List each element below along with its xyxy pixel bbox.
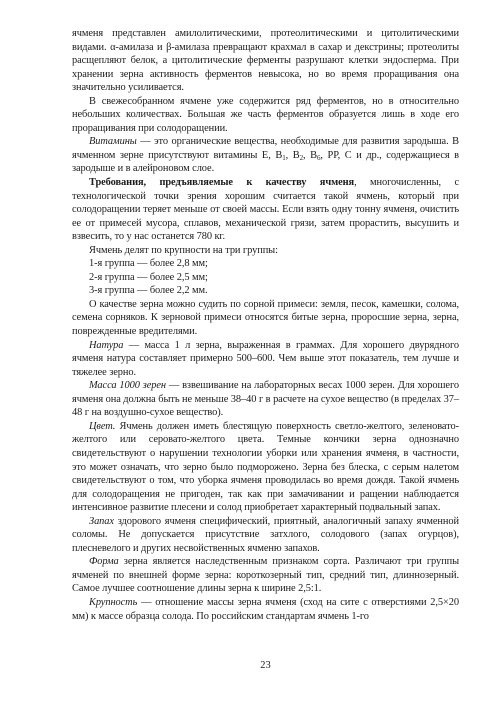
paragraph-color: [72, 420, 459, 515]
quality-requirements-text: , многочисленны, с технологической точки зрения хорошим считается такой ячмень, который при солодоращении теряет меньше от своей массы. Если взять одну тонну ячменя, очистить ее от примесей мусора, сплавов, механической грязи, затем прорастить, высушить и взвесить, то у нас останется 780 кг.: [72, 177, 459, 243]
size-group-item: 3-я группа — более 2,2 мм.: [89, 285, 208, 297]
vitamins-text-d: , РР, С и др., содержащиеся в зародыше и в алейроновом слое.: [72, 149, 460, 175]
term-smell: Запах: [89, 515, 114, 527]
paragraph-quality-requirements: [72, 176, 459, 244]
term-quality-requirements: Требования, предъявляемые к качеству ячменя: [89, 177, 355, 189]
paragraph-impurities: О качестве зерна можно судить по сорной примеси: земля, песок, камешки, солома, семена сорняков. К зерновой примеси относятся битые зерна, проросшие зерна, зерна, поврежденные вредителями.: [72, 298, 459, 338]
mass-1000-text: — взвешивание на лабораторных весах 1000 зерен. Для хорошего ячменя она должна быть не меньше 38–40 г в расчете на сухое вещество (в пределах 37–48 г на воздушно-сухое вещество).: [72, 380, 459, 419]
paragraph-natura: [72, 339, 459, 380]
paragraph-vitamins: [72, 135, 459, 176]
term-vitamins: Витамины: [89, 136, 137, 148]
vitamin-subscript-6: 6: [317, 153, 321, 162]
size-text: — отношение массы зерна ячменя (сход на сите с отверстиями 2,5×20 мм) к массе образца солода. По российским стандартам ячмень 1-го: [72, 596, 459, 622]
vitamin-subscript-1: 1: [282, 153, 286, 162]
page-number: 23: [260, 660, 271, 671]
term-natura: Натура: [89, 339, 124, 351]
natura-text: — масса 1 л зерна, выраженная в граммах. Для хорошего двурядного ячменя натура составляет примерно 500–600. Чем выше этот показатель, тем лучше и тяжелее зерно.: [72, 339, 459, 378]
vitamins-text-a: — это органические вещества, необходимые для развития зародыша. В ячменном зерне присутствуют витамины Е, В: [72, 136, 459, 161]
size-group-item: 2-я группа — более 2,5 мм;: [89, 271, 208, 283]
vitamin-subscript-2: 2: [299, 153, 304, 162]
page-body: [72, 27, 459, 623]
smell-text: здорового ячменя специфический, приятный, аналогичный запаху ячменной соломы. Не допускается присутствие затхлого, солодового (запах огурцов), плесневелого и других несвойственных ячменю запахов.: [72, 515, 459, 554]
vitamins-text-c: , В: [303, 149, 317, 161]
term-color: Цвет.: [89, 420, 116, 432]
vitamins-text-b: , В: [285, 149, 300, 161]
paragraph-mass-1000: [72, 379, 459, 420]
paragraph-size: [72, 596, 459, 623]
paragraph-fresh-barley: В свежесобранном ячмене уже содержится ряд ферментов, но в относительно небольших количествах. Большая же часть ферментов образуется лишь в ходе его проращивания при солодоращении.: [72, 95, 459, 134]
paragraph-smell: [72, 515, 459, 556]
term-shape: Форма: [89, 556, 119, 568]
term-mass-1000: Масса 1000 зерен: [89, 380, 166, 392]
term-size: Крупность: [89, 596, 138, 608]
paragraph-size-groups-intro: Ячмень делят по крупности на три группы:: [89, 244, 278, 256]
paragraph-shape: [72, 555, 459, 596]
color-text: Ячмень должен иметь блестящую поверхность светло-желтого, зеленовато-желтого или серовато-желтого цвета. Темные кончики зерна однозначно свидетельствуют о нарушении технологии уборки или хранения ячменя, в частности, это может означать, что зерно было подморожено. Зерна без блеска, с серым налетом свидетельствуют о том, что уборка ячменя проводилась во время дождя. Такой ячмень для солодоращения не пригоден, так как при замачивании и ращении наблюдается интенсивное развитие плесени и солод приобретает характерный подвальный запах.: [72, 420, 459, 514]
paragraph-enzymes: ячменя представлен амилолитическими, протеолитическими и цитолитическими видами. α-амилаза и β-амилаза превращают крахмал в сахар и декстрины; протеолиты расщепляют белок, а цитолитические ферменты разрушают клетки эндосперма. При хранении зерна активность ферментов невысока, но во время проращивания она значительно усиливается.: [72, 28, 459, 94]
size-group-item: 1-я группа — более 2,8 мм;: [89, 258, 208, 270]
shape-text: зерна является наследственным признаком сорта. Различают три группы ячменей по внешней форме зерна: короткозерный тип, средний тип, длиннозерный. Самое лучшее соотношение длины зерна к ширине 2,5:1.: [72, 556, 459, 595]
